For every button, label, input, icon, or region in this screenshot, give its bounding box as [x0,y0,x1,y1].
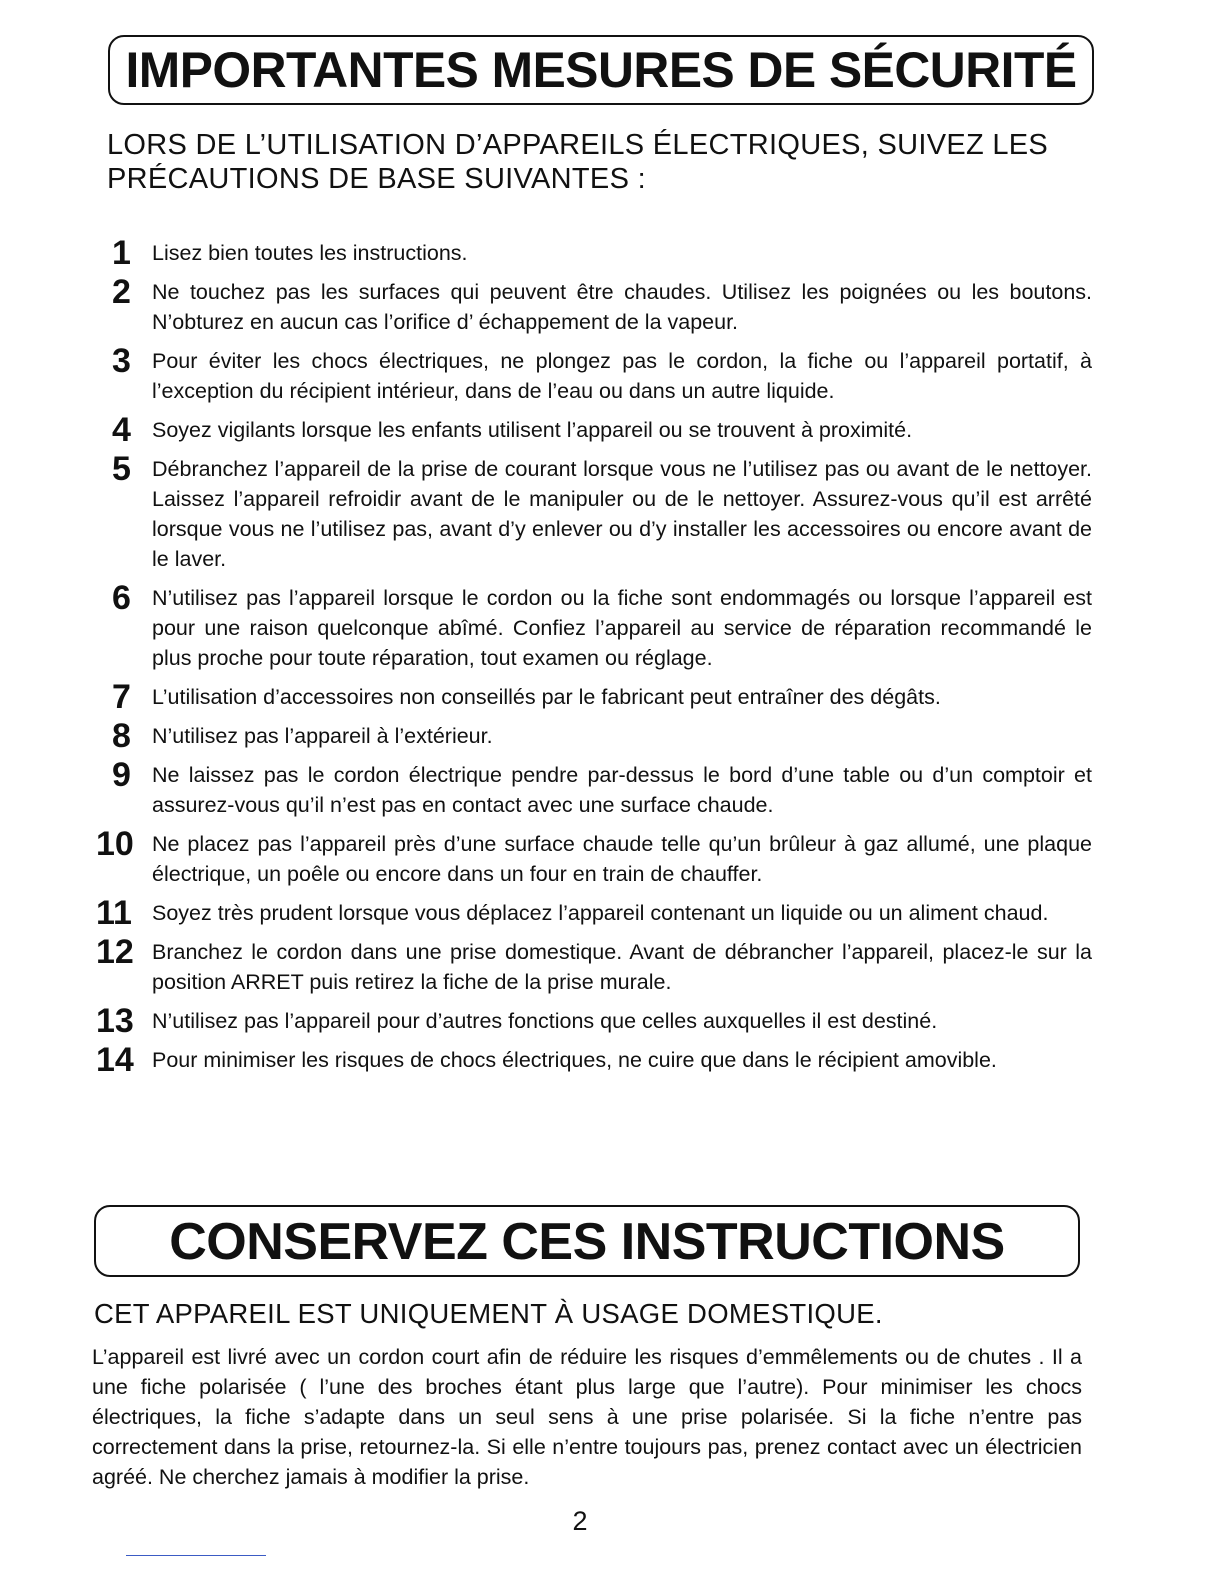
safety-rule [112,273,1092,337]
rule-text: Débranchez l’appareil de la prise de courant lorsque vous ne l’utilisez pas ou avant de le nettoyer. Laissez l’appareil refroidir avant de le manipuler ou de le nettoyer. Assurez-vous qu’il est arrêté lorsque vous ne l’utilisez pas, avant d’y enlever ou d’y installer les accessoires ou encore avant de le laver. [152,457,1092,571]
safety-rule [96,894,1092,932]
safety-rule [112,678,1092,716]
rule-text: L’utilisation d’accessoires non conseillés par le fabricant peut entraîner des dégâts. [152,685,941,709]
page-number: 2 [572,1506,588,1536]
rule-text: N’utilisez pas l’appareil à l’extérieur. [152,724,493,748]
rule-number: 8 [112,717,131,755]
rule-number: 13 [96,1002,134,1040]
page-title: IMPORTANTES MESURES DE SÉCURITÉ [108,35,1094,105]
rule-text: Soyez très prudent lorsque vous déplacez l’appareil contenant un liquide ou un aliment chaud. [152,901,1049,925]
rule-number: 10 [96,825,134,863]
safety-rule [96,825,1092,889]
domestic-use-heading: CET APPAREIL EST UNIQUEMENT À USAGE DOMESTIQUE. [94,1298,883,1329]
safety-rules-list [96,234,1092,1084]
rule-number: 7 [112,678,131,716]
safety-rule [112,342,1092,406]
safety-rule [112,717,1092,755]
safety-rule [96,933,1092,997]
rule-text: Ne placez pas l’appareil près d’une surface chaude telle qu’un brûleur à gaz allumé, une plaque électrique, un poêle ou encore dans un four en train de chauffer. [152,832,1092,886]
rule-number: 14 [96,1041,134,1079]
rule-text: Ne laissez pas le cordon électrique pendre par-dessus le bord d’une table ou d’un comptoir et assurez-vous qu’il n’est pas en contact avec une surface chaude. [152,763,1092,817]
rule-text: N’utilisez pas l’appareil lorsque le cordon ou la fiche sont endommagés ou lorsque l’appareil est pour une raison quelconque abîmé. Confiez l’appareil au service de réparation recommandé le plus proche pour toute réparation, tout examen ou réglage. [152,586,1092,670]
rule-text: Pour éviter les chocs électriques, ne plongez pas le cordon, la fiche ou l’appareil portatif, à l’exception du récipient intérieur, dans de l’eau ou dans un autre liquide. [152,349,1092,403]
rule-number: 5 [112,450,131,488]
safety-rule [96,1041,1092,1079]
safety-subtitle: LORS DE L’UTILISATION D’APPAREILS ÉLECTRIQUES, SUIVEZ LES PRÉCAUTIONS DE BASE SUIVANTES : [107,129,1049,195]
rule-number: 4 [112,411,131,449]
rule-text: Branchez le cordon dans une prise domestique. Avant de débrancher l’appareil, placez-le sur la position ARRET puis retirez la fiche de la prise murale. [152,940,1092,994]
safety-rule [112,756,1092,820]
save-instructions-title: CONSERVEZ CES INSTRUCTIONS [94,1205,1080,1277]
safety-rule [112,234,1092,272]
rule-text: Pour minimiser les risques de chocs électriques, ne cuire que dans le récipient amovible. [152,1048,997,1072]
rule-text: N’utilisez pas l’appareil pour d’autres fonctions que celles auxquelles il est destiné. [152,1009,938,1033]
safety-rule [112,450,1092,574]
rule-number: 12 [96,933,134,971]
rule-number: 6 [112,579,131,617]
safety-rule [112,579,1092,673]
rule-text: Soyez vigilants lorsque les enfants utilisent l’appareil ou se trouvent à proximité. [152,418,913,442]
rule-number: 11 [96,894,132,932]
safety-rule [96,1002,1092,1040]
rule-text: Ne touchez pas les surfaces qui peuvent être chaudes. Utilisez les poignées ou les boutons. N’obturez en aucun cas l’orifice d’ échappement de la vapeur. [152,280,1092,334]
rule-number: 3 [112,342,131,380]
polarized-plug-paragraph: L’appareil est livré avec un cordon court afin de réduire les risques d’emmêlements ou de chutes . Il a une fiche polarisée ( l’une des broches étant plus large que l’autre). Pour minimiser les chocs électriques, la fiche s’adapte dans un seul sens à une prise polarisée. Si la fiche n’entre pas correctement dans la prise, retournez-la. Si elle n’entre toujours pas, prenez contact avec un électricien agréé. Ne cherchez jamais à modifier la prise. [92,1345,1082,1489]
rule-number: 9 [112,756,131,794]
rule-number: 2 [112,273,131,311]
safety-rule [112,411,1092,449]
rule-number: 1 [112,234,131,272]
rule-text: Lisez bien toutes les instructions. [152,241,468,265]
footer-divider [126,1555,266,1556]
